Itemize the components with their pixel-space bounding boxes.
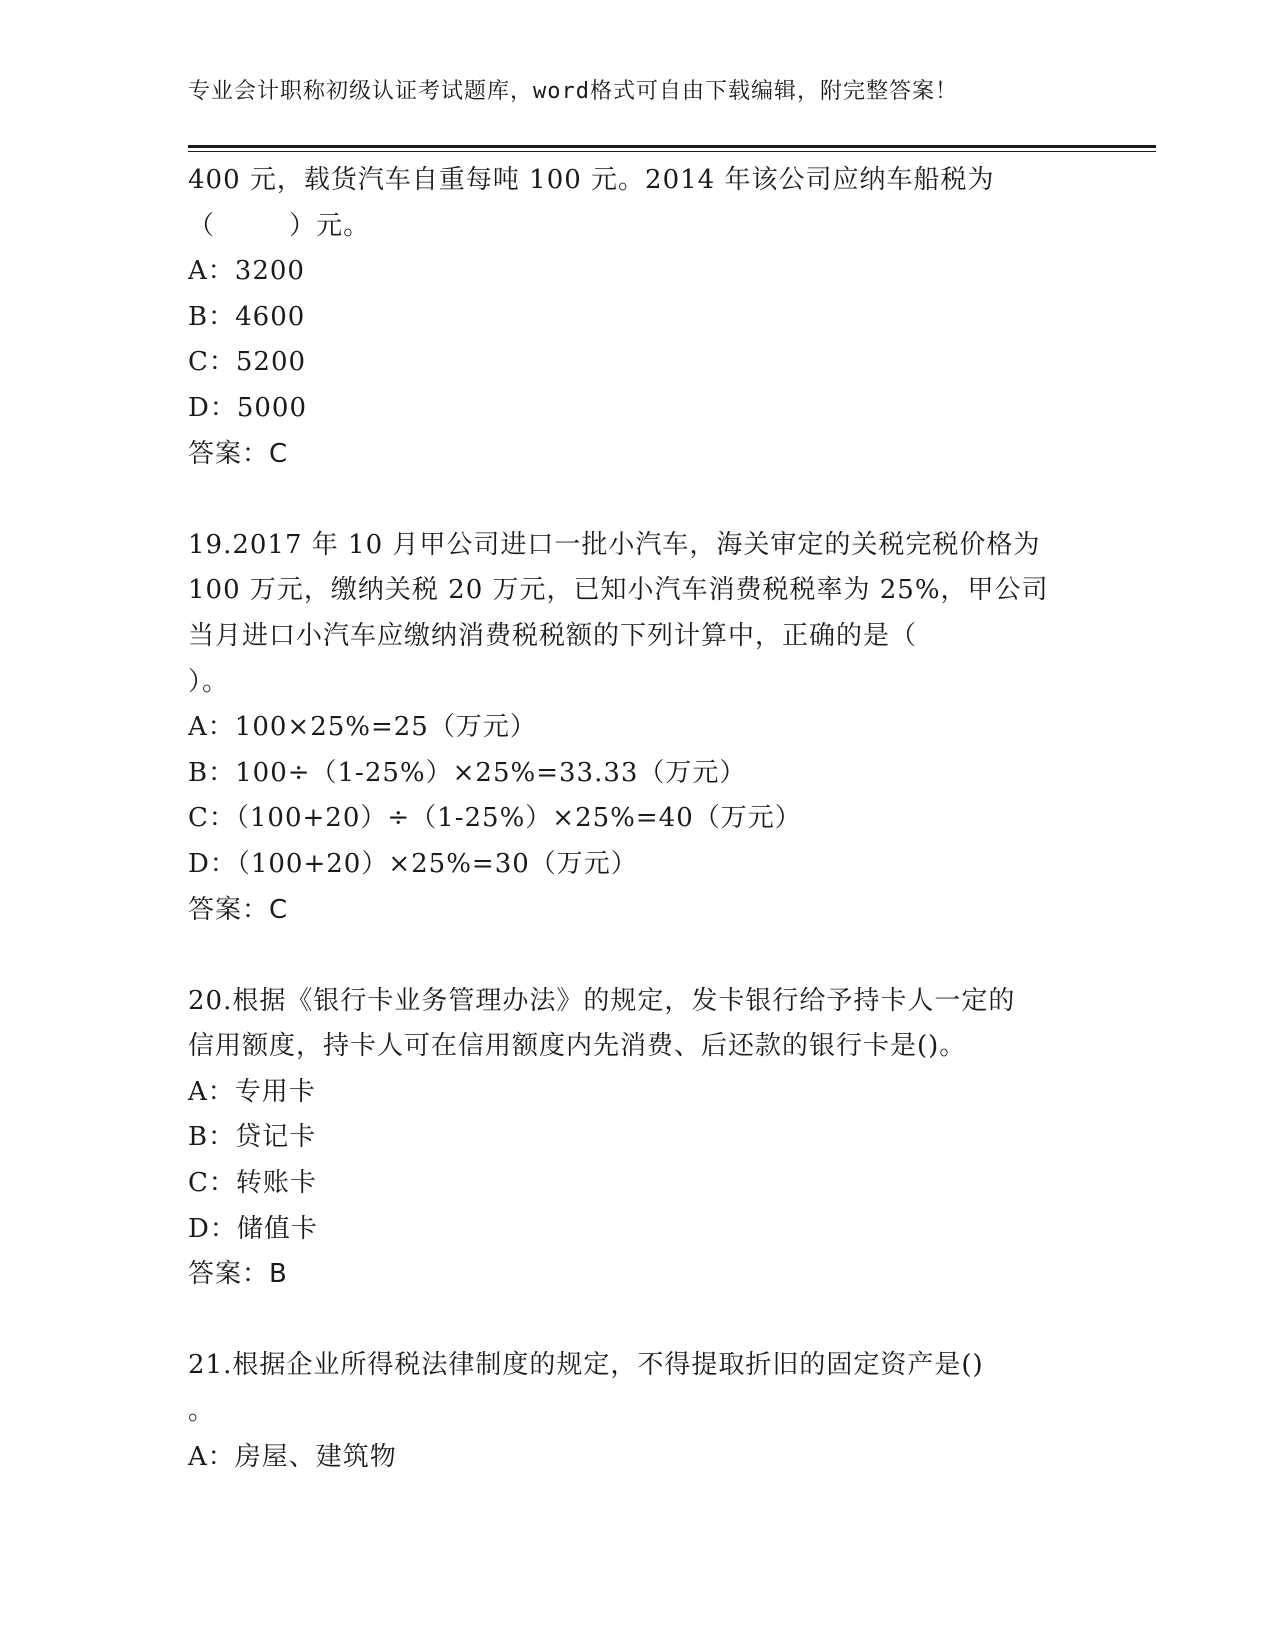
option-c: C：转账卡 bbox=[188, 1168, 317, 1199]
option-d: D：储值卡 bbox=[188, 1213, 318, 1244]
question-content bbox=[188, 158, 1088, 1480]
question-stem-line: ）。 bbox=[188, 666, 230, 697]
option-a: A：房屋、建筑物 bbox=[188, 1441, 397, 1472]
option-c: C：（100+20）÷（1-25%）×25%=40（万元） bbox=[188, 803, 802, 834]
option-a: A：3200 bbox=[188, 256, 305, 287]
question-stem-line: 21.根据企业所得税法律制度的规定，不得提取折旧的固定资产是() bbox=[188, 1350, 984, 1381]
option-d: D：（100+20）×25%=30（万元） bbox=[188, 848, 638, 879]
question-spacer bbox=[188, 477, 1088, 523]
page-header: 专业会计职称初级认证考试题库，word格式可自由下载编辑，附完整答案！ bbox=[188, 79, 958, 104]
question-20 bbox=[188, 979, 1088, 1298]
question-spacer bbox=[188, 933, 1088, 979]
option-b: B：100÷（1-25%）×25%=33.33（万元） bbox=[188, 757, 747, 788]
question-stem-line: 400 元，载货汽车自重每吨 100 元。2014 年该公司应纳车船税为 bbox=[188, 165, 995, 195]
option-c: C：5200 bbox=[188, 347, 307, 378]
option-a: A：100×25%=25（万元） bbox=[188, 712, 537, 743]
question-stem-line: 19.2017 年 10 月甲公司进口一批小汽车，海关审定的关税完税价格为 bbox=[188, 529, 1041, 560]
option-b: B：4600 bbox=[188, 301, 306, 332]
option-d: D：5000 bbox=[188, 392, 308, 423]
question-stem-line: 。 bbox=[188, 1396, 216, 1427]
option-b: B：贷记卡 bbox=[188, 1122, 317, 1153]
question-stem-line: 当月进口小汽车应缴纳消费税税额的下列计算中，正确的是（ bbox=[188, 620, 918, 651]
answer-line: 答案：B bbox=[188, 1259, 288, 1290]
question-18 bbox=[188, 158, 1088, 477]
option-a: A：专用卡 bbox=[188, 1076, 316, 1107]
question-stem-line: （ ）元。 bbox=[188, 210, 371, 241]
answer-line: 答案：C bbox=[188, 438, 289, 469]
question-21 bbox=[188, 1343, 1088, 1480]
question-stem-line: 20.根据《银行卡业务管理办法》的规定，发卡银行给予持卡人一定的 bbox=[188, 985, 1016, 1016]
answer-line: 答案：C bbox=[188, 894, 289, 925]
question-stem-line: 100 万元，缴纳关税 20 万元，已知小汽车消费税税率为 25%，甲公司 bbox=[188, 575, 1049, 606]
header-rule-thick bbox=[188, 145, 1156, 148]
header-rule-thin bbox=[188, 151, 1156, 152]
question-stem-line: 信用额度，持卡人可在信用额度内先消费、后还款的银行卡是()。 bbox=[188, 1031, 967, 1062]
question-19 bbox=[188, 523, 1088, 933]
question-spacer bbox=[188, 1298, 1088, 1344]
